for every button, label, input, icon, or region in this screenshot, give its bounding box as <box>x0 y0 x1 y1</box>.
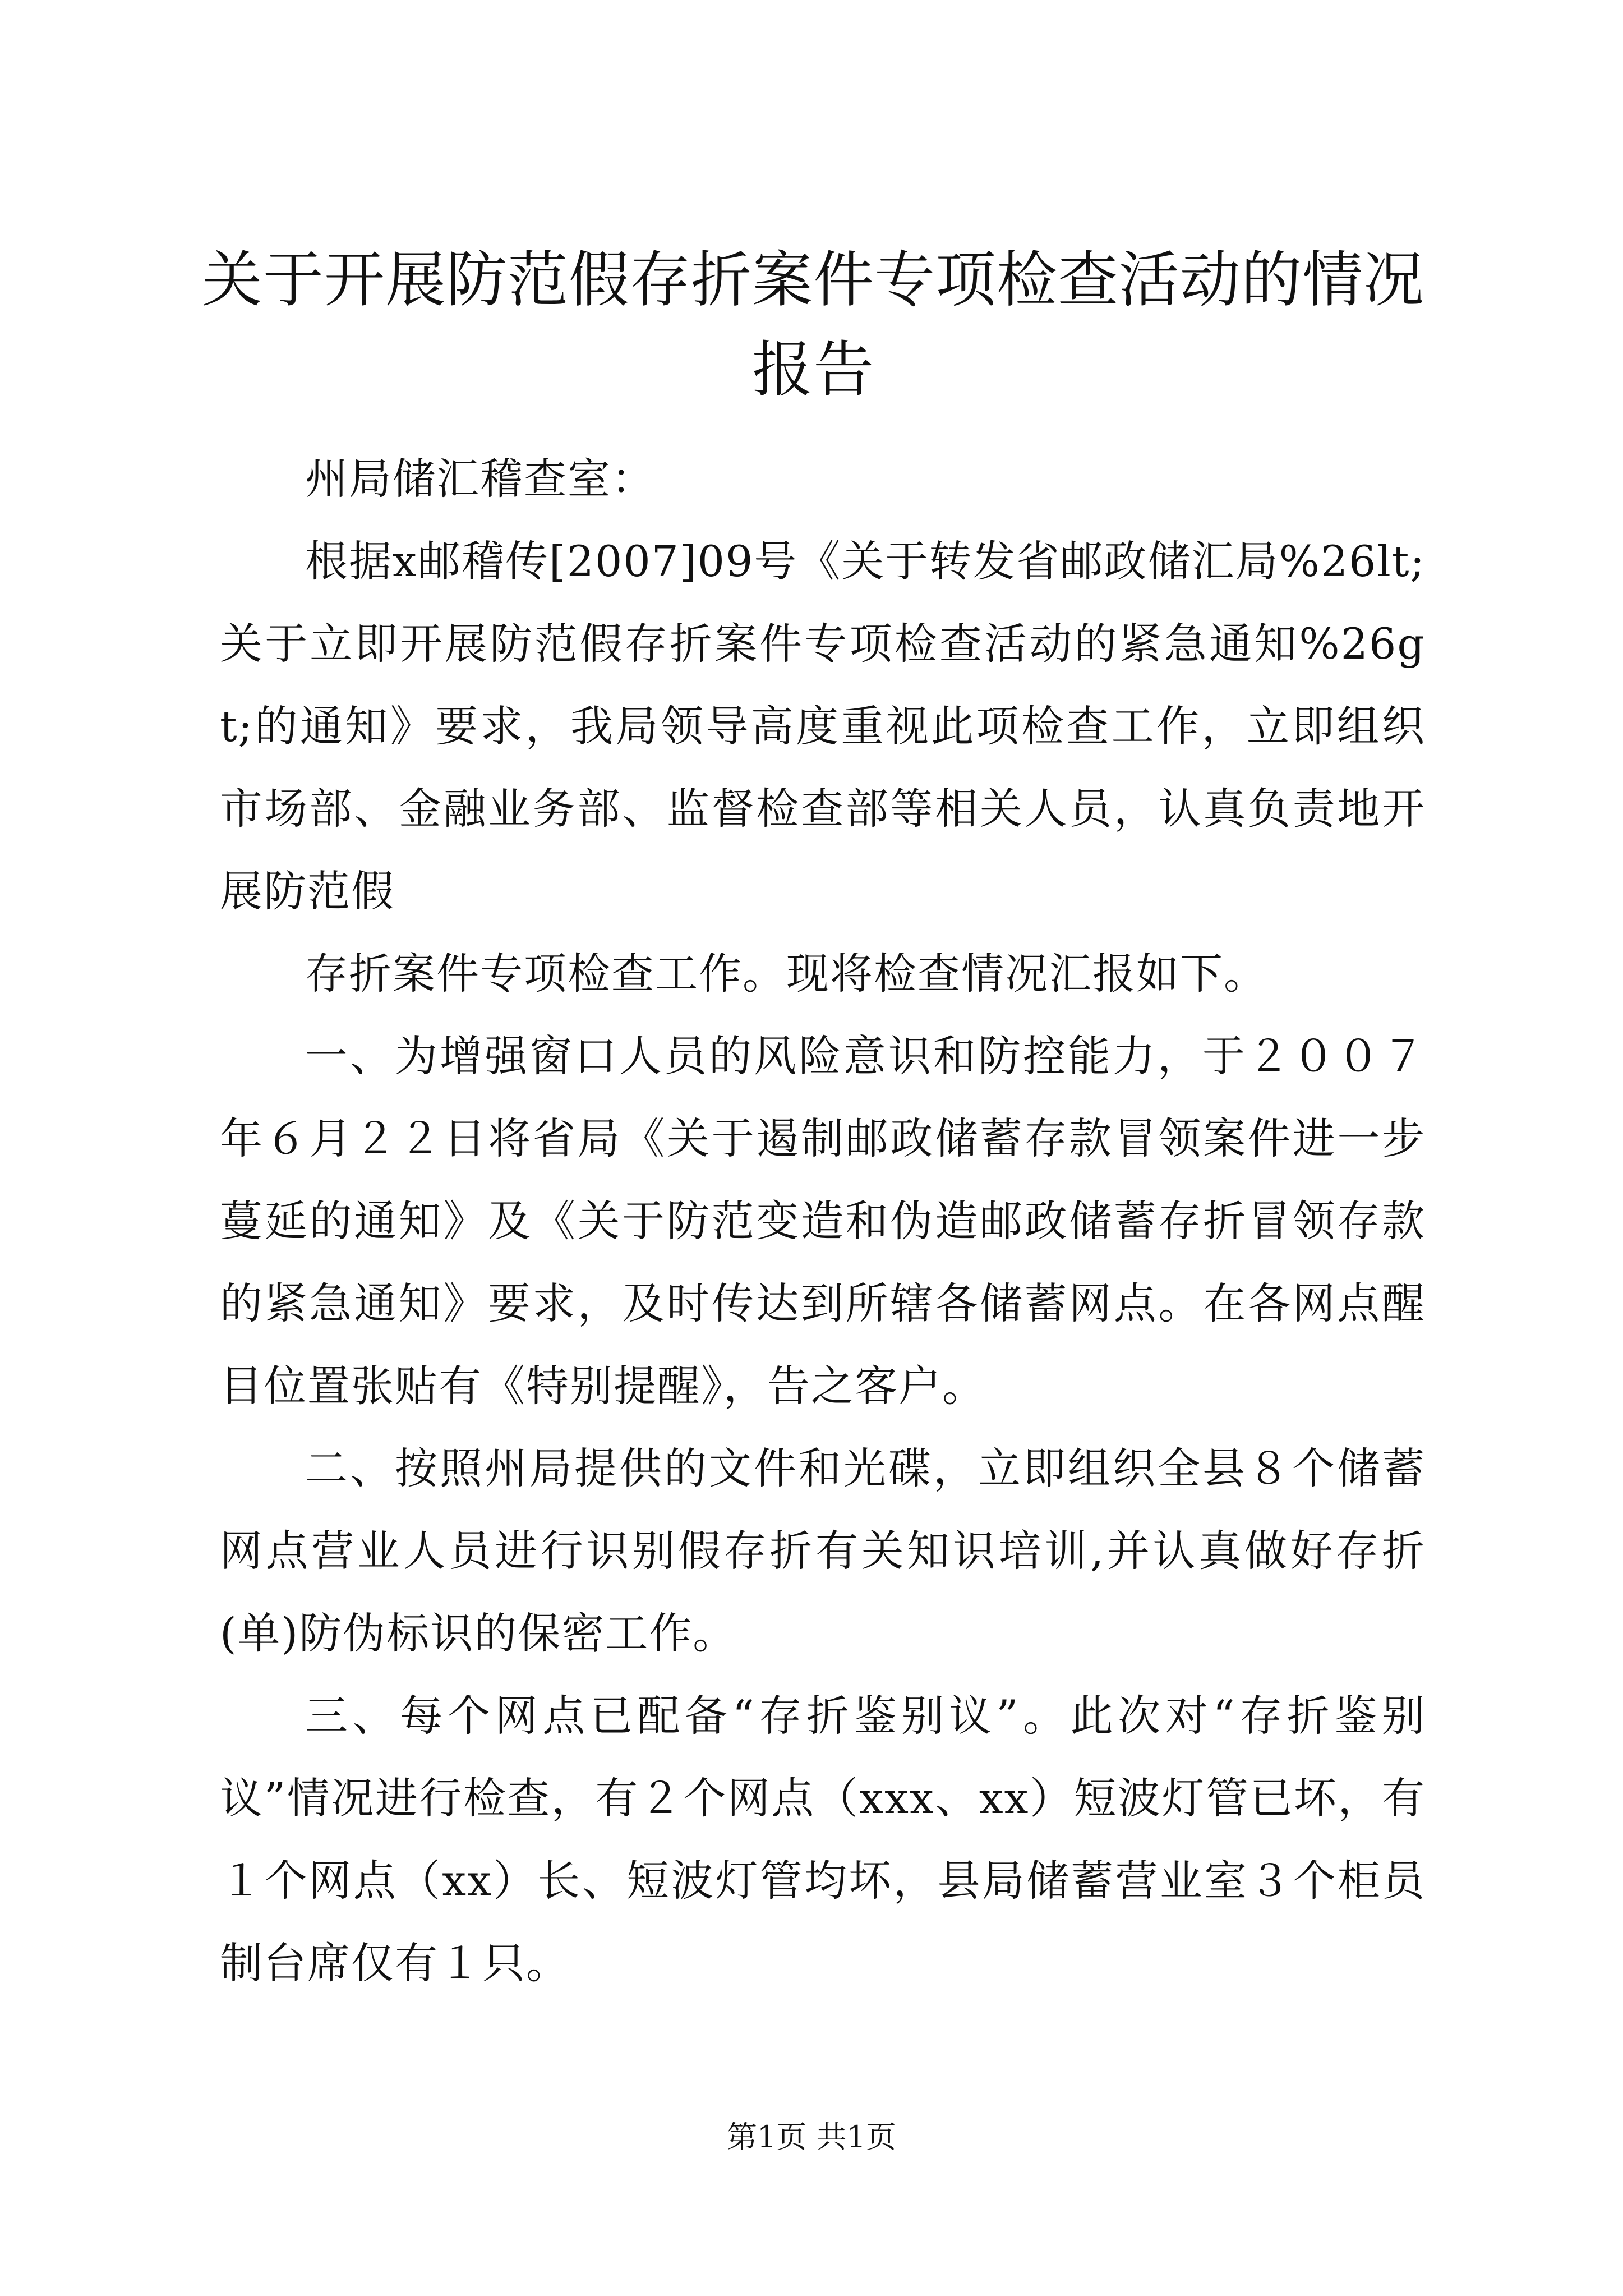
paragraph-section-two: 二、按照州局提供的文件和光碟，立即组织全县８个储蓄网点营业人员进行识别假存折有关知识培训,并认真做好存折(单)防伪标识的保密工作。 <box>220 1443 1426 1658</box>
paragraph-section-three: 三、每个网点已配备“存折鉴别议”。此次对“存折鉴别议”情况进行检查，有２个网点（xxx、xx）短波灯管已坏，有１个网点（xx）长、短波灯管均坏，县局储蓄营业室３个柜员制台席仅有１只。 <box>220 1691 1426 1988</box>
salutation: 州局储汇稽查室： <box>305 454 655 504</box>
page-footer: 第1页 共1页 <box>727 2119 896 2155</box>
document-title: 关于开展防范假存折案件专项检查活动的情况报告 <box>202 245 1425 405</box>
paragraph-section-one: 一、为增强窗口人员的风险意识和防控能力，于２００７年６月２２日将省局《关于遏制邮政储蓄存款冒领案件进一步蔓延的通知》及《关于防范变造和伪造邮政储蓄存折冒领存款的紧急通知》要求，及时传达到所辖各储蓄网点。在各网点醒目位置张贴有《特别提醒》，告之客户。 <box>220 1031 1426 1411</box>
paragraph-intro: 存折案件专项检查工作。现将检查情况汇报如下。 <box>305 949 1267 999</box>
paragraph-basis: 根据x邮稽传[2007]09号《关于转发省邮政储汇局%26lt;关于立即开展防范假存折案件专项检查活动的紧急通知%26gt;的通知》要求，我局领导高度重视此项检查工作，立即组织市场部、金融业务部、监督检查部等相关人员，认真负责地开展防范假 <box>220 536 1426 916</box>
document-body <box>220 438 1426 2004</box>
